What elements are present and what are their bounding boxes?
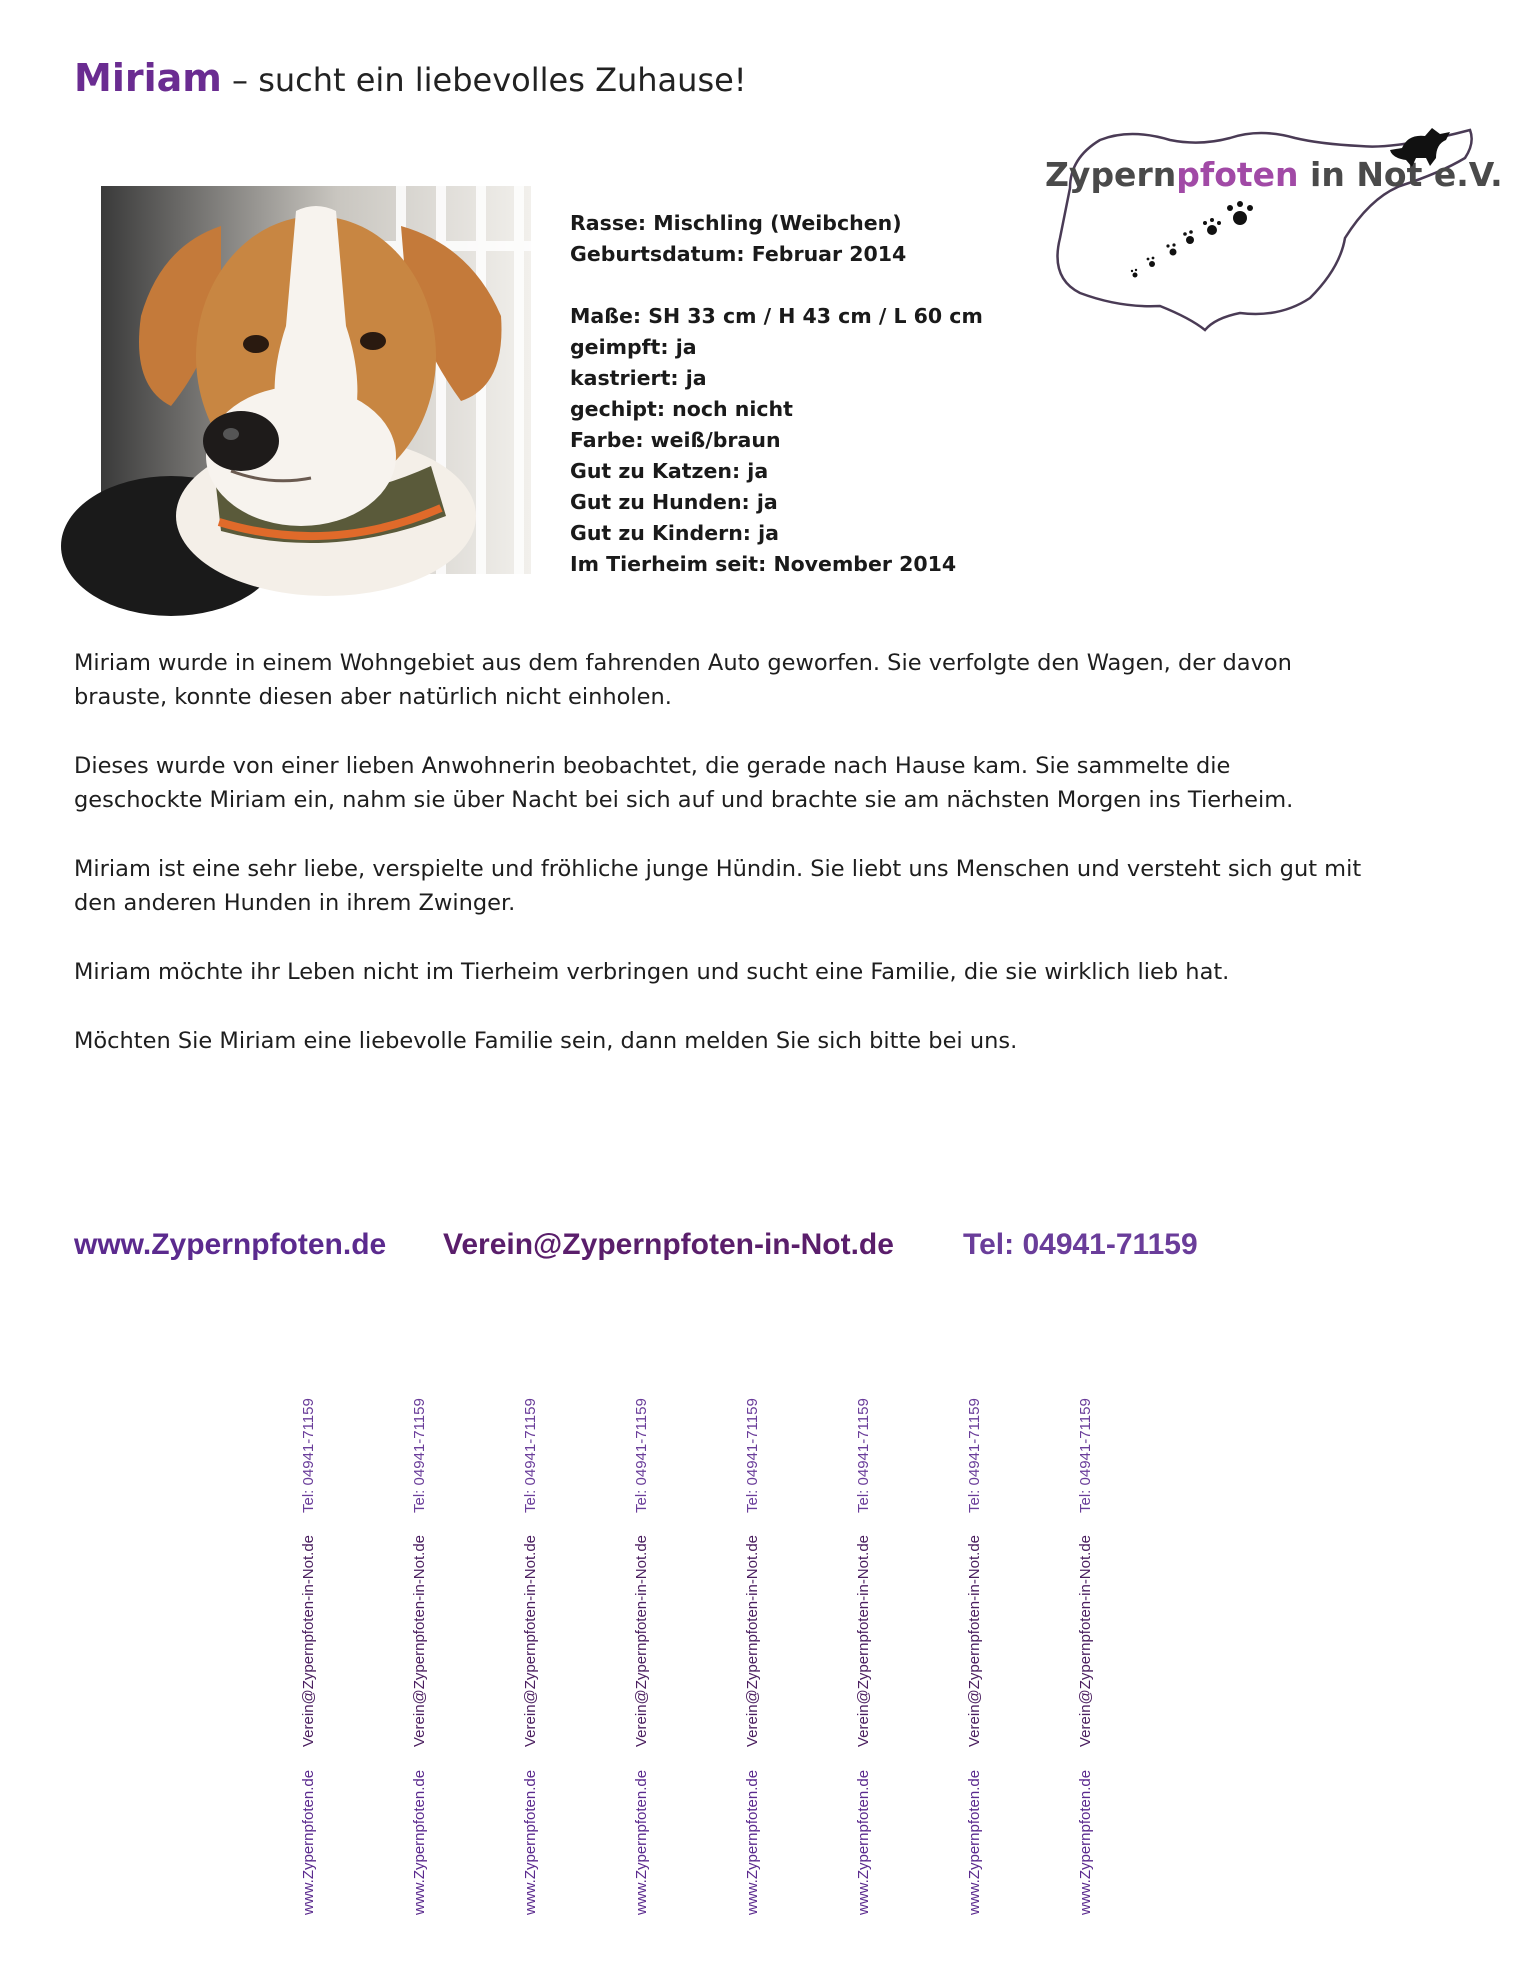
- story-paragraph: Möchten Sie Miriam eine liebevolle Familie sein, dann melden Sie sich bitte bei uns.: [74, 1028, 1018, 1054]
- tearoff-strip: [522, 1395, 552, 1925]
- tearoff-web: www.Zypernpfoten.de: [966, 1769, 983, 1915]
- paw-prints-icon: [1131, 201, 1253, 278]
- story-paragraph: Dieses wurde von einer lieben Anwohnerin beobachtet, die gerade nach Hause kam. Sie sammelte die geschockte Miriam ein, nahm sie über Nacht bei sich auf und brachte sie am nächsten Morgen ins Tierheim.: [74, 753, 1294, 813]
- fact-chipped: gechipt: noch nicht: [570, 397, 793, 421]
- dog-name: Miriam: [74, 56, 222, 100]
- tearoff-tel: Tel: 04941-71159: [411, 1398, 428, 1513]
- tearoff-email: Verein@Zypernpfoten-in-Not.de: [411, 1534, 428, 1747]
- fact-color: Farbe: weiß/braun: [570, 428, 781, 452]
- story-paragraph: Miriam wurde in einem Wohngebiet aus dem fahrenden Auto geworfen. Sie verfolgte den Wagen, der davon brauste, konnte diesen aber natürlich nicht einholen.: [74, 650, 1292, 710]
- story-text: [74, 646, 1364, 1093]
- tearoff-web: www.Zypernpfoten.de: [411, 1769, 428, 1915]
- tearoff-email: Verein@Zypernpfoten-in-Not.de: [1077, 1534, 1094, 1747]
- page-title: [74, 56, 747, 100]
- fact-vaccinated: geimpft: ja: [570, 335, 697, 359]
- tearoff-strip: [744, 1395, 774, 1925]
- zypernpfoten-logo: [1040, 68, 1503, 332]
- fact-spacer: [570, 270, 983, 301]
- fact-dogs: Gut zu Hunden: ja: [570, 490, 778, 514]
- tearoff-email: Verein@Zypernpfoten-in-Not.de: [300, 1534, 317, 1747]
- contact-website[interactable]: www.Zypernpfoten.de: [74, 1228, 387, 1261]
- tagline: – sucht ein liebevolles Zuhause!: [232, 61, 747, 99]
- tearoff-tel: Tel: 04941-71159: [1077, 1398, 1094, 1513]
- tearoff-tel: Tel: 04941-71159: [300, 1398, 317, 1513]
- tearoff-strip: [411, 1395, 441, 1925]
- tearoff-strip: [1077, 1395, 1107, 1925]
- tearoff-web: www.Zypernpfoten.de: [633, 1769, 650, 1915]
- tearoff-web: www.Zypernpfoten.de: [522, 1769, 539, 1915]
- tearoff-web: www.Zypernpfoten.de: [744, 1769, 761, 1915]
- tearoff-strip: [966, 1395, 996, 1925]
- dog-facts: [570, 208, 983, 580]
- tearoff-email: Verein@Zypernpfoten-in-Not.de: [855, 1534, 872, 1747]
- tearoff-tel: Tel: 04941-71159: [633, 1398, 650, 1513]
- contact-phone: Tel: 04941-71159: [963, 1228, 1198, 1261]
- tearoff-web: www.Zypernpfoten.de: [855, 1769, 872, 1915]
- contact-email[interactable]: Verein@Zypernpfoten-in-Not.de: [443, 1228, 894, 1261]
- tearoff-email: Verein@Zypernpfoten-in-Not.de: [966, 1534, 983, 1747]
- tearoff-tel: Tel: 04941-71159: [522, 1398, 539, 1513]
- logo-text-3: in Not e.V.: [1298, 155, 1503, 194]
- fact-children: Gut zu Kindern: ja: [570, 521, 780, 545]
- logo-text-2: pfoten: [1176, 155, 1299, 194]
- story-paragraph: Miriam möchte ihr Leben nicht im Tierheim verbringen und sucht eine Familie, die sie wirklich lieb hat.: [74, 959, 1230, 985]
- tearoff-strip: [633, 1395, 663, 1925]
- tearoff-email: Verein@Zypernpfoten-in-Not.de: [522, 1534, 539, 1747]
- tearoff-strip: [855, 1395, 885, 1925]
- tearoff-email: Verein@Zypernpfoten-in-Not.de: [633, 1534, 650, 1747]
- logo-text-1: Zypern: [1045, 155, 1177, 194]
- fact-measurements: Maße: SH 33 cm / H 43 cm / L 60 cm: [570, 304, 983, 328]
- tearoff-web: www.Zypernpfoten.de: [300, 1769, 317, 1915]
- fact-birthdate: Geburtsdatum: Februar 2014: [570, 242, 907, 266]
- fact-breed: Rasse: Mischling (Weibchen): [570, 211, 902, 235]
- fact-shelter-since: Im Tierheim seit: November 2014: [570, 552, 957, 576]
- story-paragraph: Miriam ist eine sehr liebe, verspielte und fröhliche junge Hündin. Sie liebt uns Menschen und versteht sich gut mit den anderen Hunden in ihrem Zwinger.: [74, 856, 1362, 916]
- tearoff-strip: [300, 1395, 330, 1925]
- dog-photo: [101, 186, 531, 574]
- tearoff-tel: Tel: 04941-71159: [744, 1398, 761, 1513]
- tearoff-tel: Tel: 04941-71159: [855, 1398, 872, 1513]
- tearoff-web: www.Zypernpfoten.de: [1077, 1769, 1094, 1915]
- fact-neutered: kastriert: ja: [570, 366, 707, 390]
- tearoff-email: Verein@Zypernpfoten-in-Not.de: [744, 1534, 761, 1747]
- fact-cats: Gut zu Katzen: ja: [570, 459, 769, 483]
- tearoff-tel: Tel: 04941-71159: [966, 1398, 983, 1513]
- svg-text:Zypernpfoten in Not e.V.: [1045, 155, 1503, 194]
